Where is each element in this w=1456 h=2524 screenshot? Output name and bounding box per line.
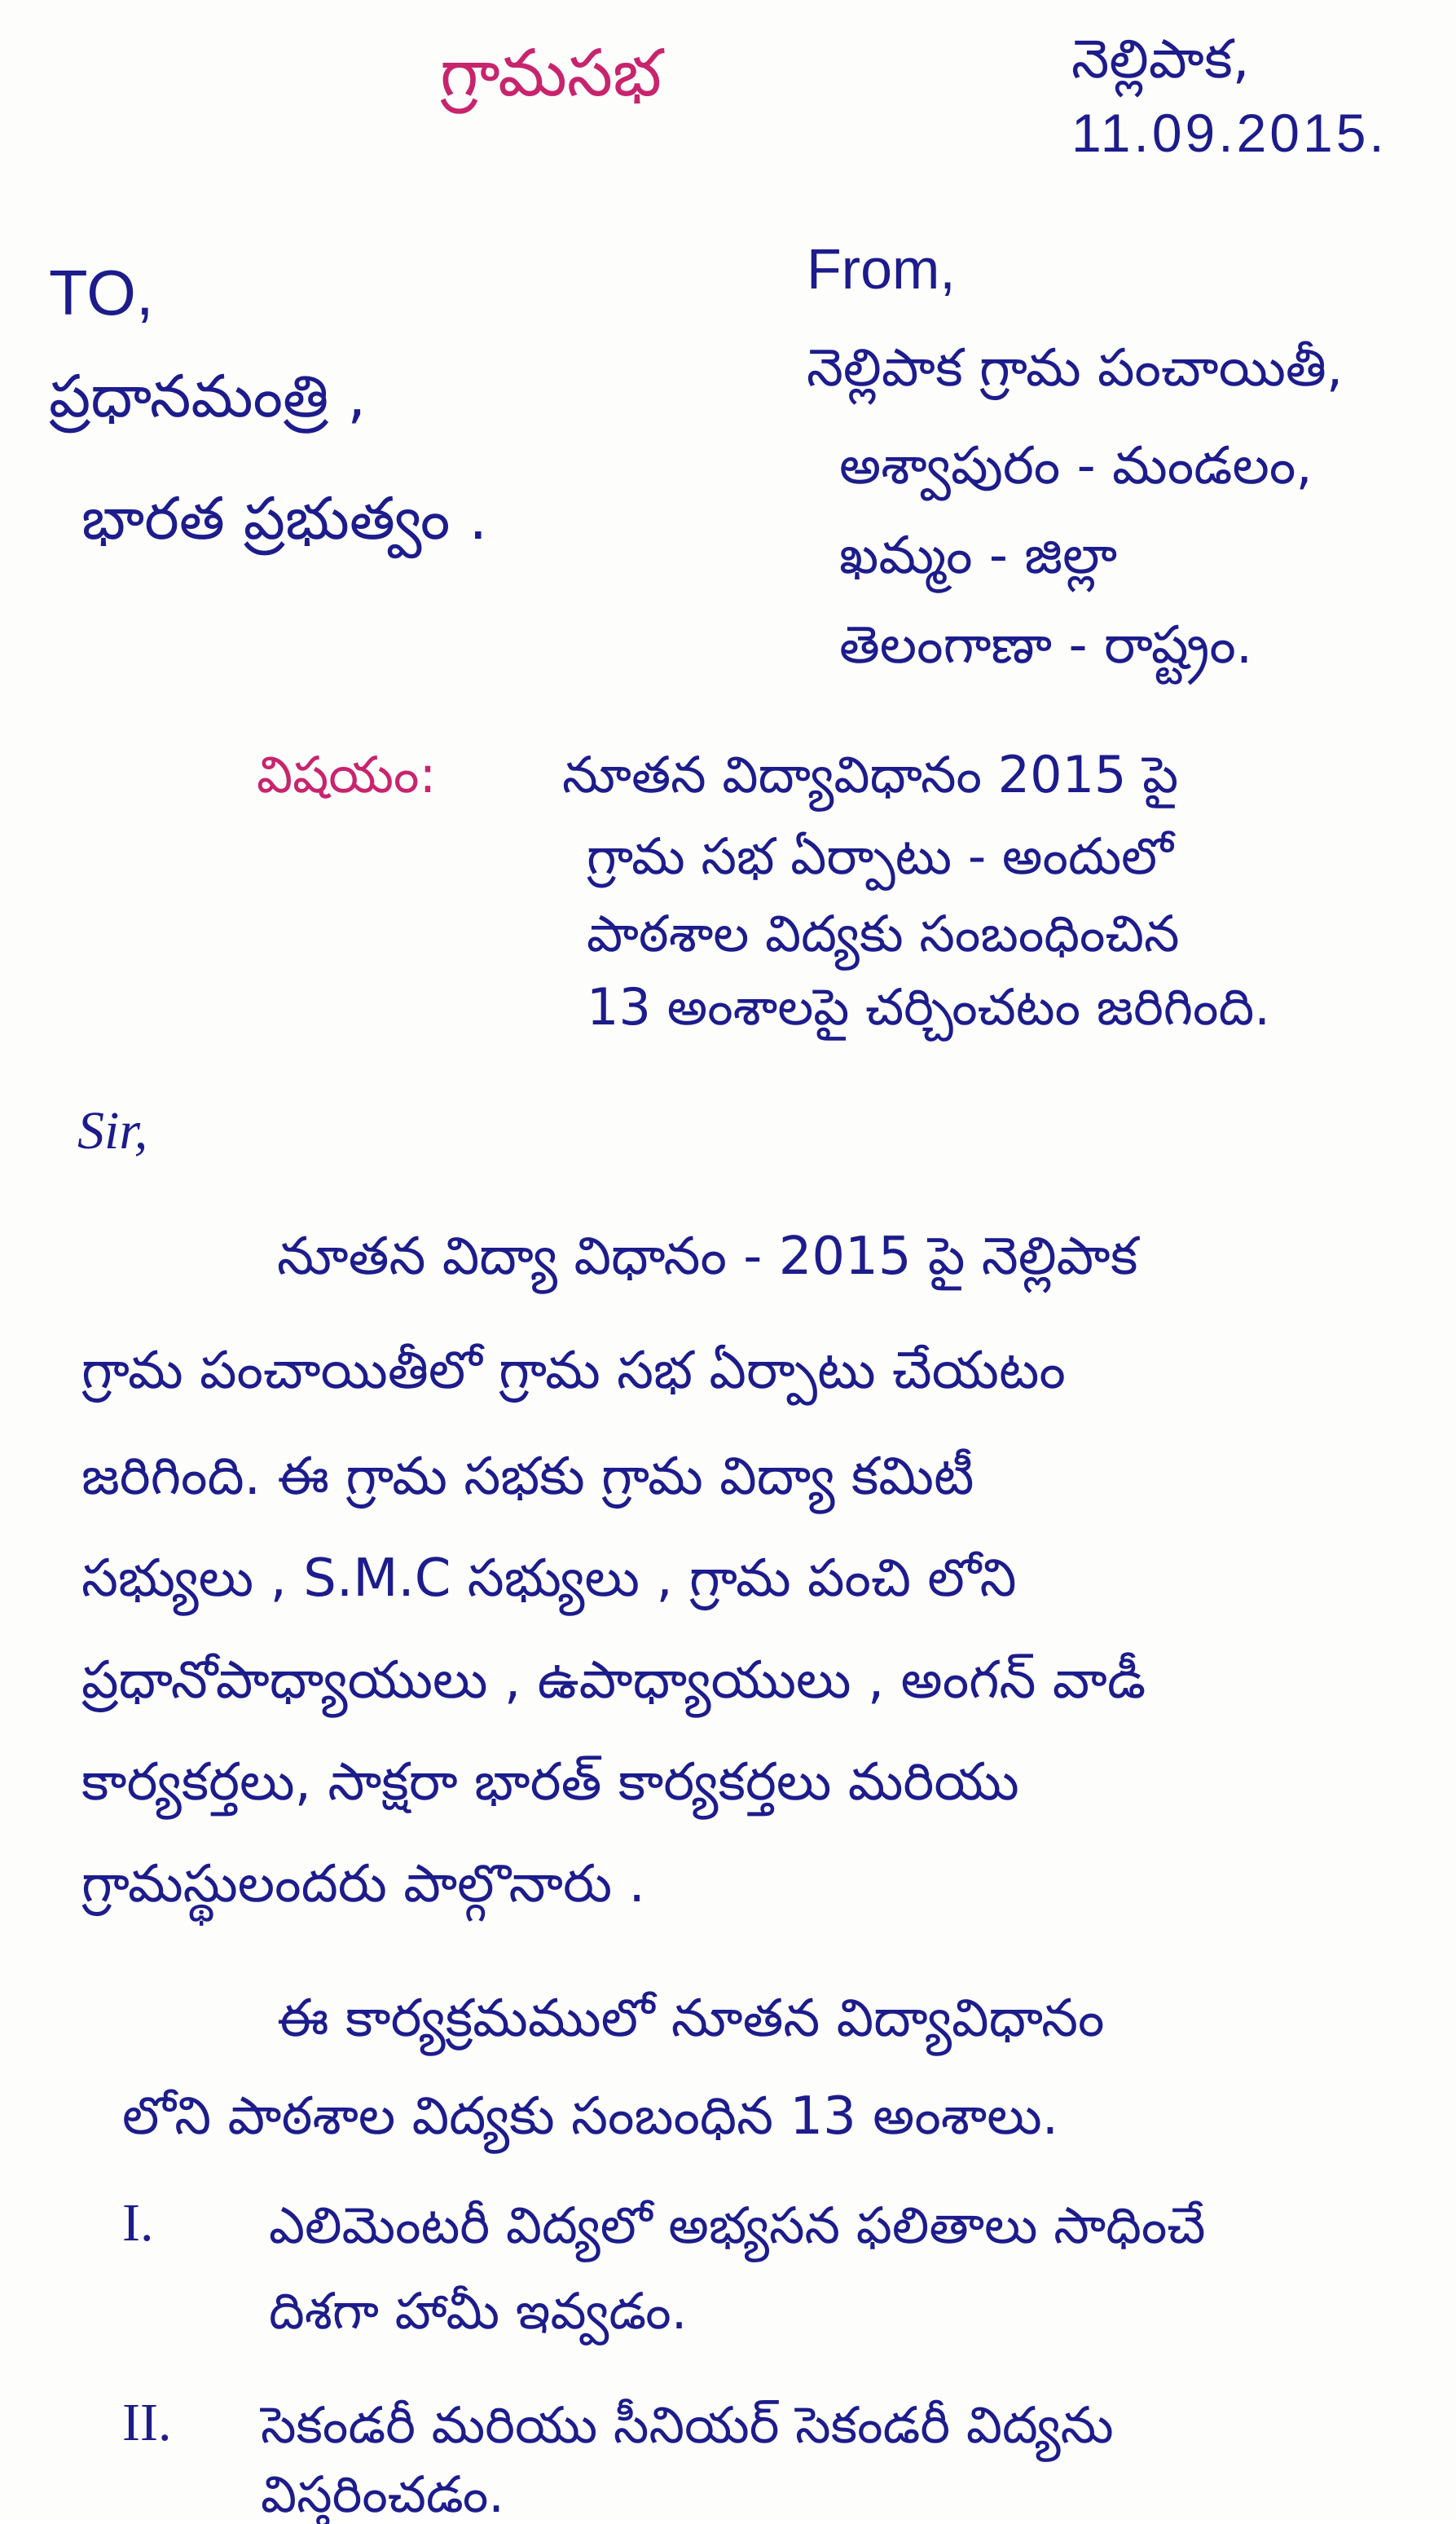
list-item-text: సెకండరీ మరియు సీనియర్ సెకండరీ విద్యను <box>261 2395 1114 2455</box>
list-item-text: దిశగా హామీ ఇవ్వడం. <box>269 2281 688 2341</box>
list-item-text: ఎలిమెంటరీ విద్యలో అభ్యసన ఫలితాలు సాధించే <box>269 2196 1206 2255</box>
list-item-text: విస్తరించడం. <box>261 2465 505 2524</box>
subject-line: పాఠశాల విద్యకు సంబంధించిన <box>587 904 1180 963</box>
body-line: లోని పాఠశాల విద్యకు సంబంధిన 13 అంశాలు. <box>122 2086 1059 2147</box>
list-item-number: II. <box>122 2393 172 2452</box>
subject-line: 13 అంశాలపై చర్చించటం జరిగింది. <box>587 977 1270 1037</box>
subject-label: విషయం: <box>257 745 437 804</box>
from-address-line: అశ్వాపురం - మండలం, <box>839 436 1313 496</box>
salutation: Sir, <box>77 1101 148 1161</box>
list-item-number: I. <box>122 2193 154 2253</box>
letter-date: 11.09.2015. <box>1071 103 1388 163</box>
body-line: గ్రామస్థులందరు పాల్గొనారు . <box>81 1854 645 1914</box>
place-name: నెల్లిపాక, <box>1071 28 1250 90</box>
to-label: TO, <box>49 257 154 328</box>
to-address-line: భారత ప్రభుత్వం . <box>81 484 488 553</box>
from-address-line: నెల్లిపాక గ్రామ పంచాయితీ, <box>807 338 1344 399</box>
from-address-line: ఖమ్మం - జిల్లా <box>839 526 1118 586</box>
subject-line: గ్రామ సభ ఏర్పాటు - అందులో <box>587 826 1173 886</box>
body-line: సభ్యులు , S.M.C సభ్యులు , గ్రామ పంచి లోని <box>81 1548 1017 1609</box>
body-line: ఈ కార్యక్రమములో నూతన విద్యావిధానం <box>277 1989 1105 2049</box>
body-line: గ్రామ పంచాయితీలో గ్రామ సభ ఏర్పాటు చేయటం <box>81 1341 1066 1401</box>
from-address-line: తెలంగాణా - రాష్ట్రం. <box>839 615 1253 676</box>
subject-line: నూతన విద్యావిధానం 2015 పై <box>562 745 1179 804</box>
from-label: From, <box>807 237 956 301</box>
body-line: కార్యకర్తలు, సాక్షరా భారత్ కార్యకర్తలు మరియు <box>81 1752 1019 1813</box>
body-line: ప్రధానోపాధ్యాయులు , ఉపాధ్యాయులు , అంగన్ వాడీ <box>81 1650 1146 1711</box>
body-line: జరిగింది. ఈ గ్రామ సభకు గ్రామ విద్యా కమిటీ <box>81 1447 974 1507</box>
to-address-line: ప్రధానమంత్రి , <box>49 362 367 430</box>
body-line: నూతన విద్యా విధానం - 2015 పై నెల్లిపాక <box>277 1227 1138 1287</box>
letter-title: గ్రామసభ <box>440 35 662 111</box>
